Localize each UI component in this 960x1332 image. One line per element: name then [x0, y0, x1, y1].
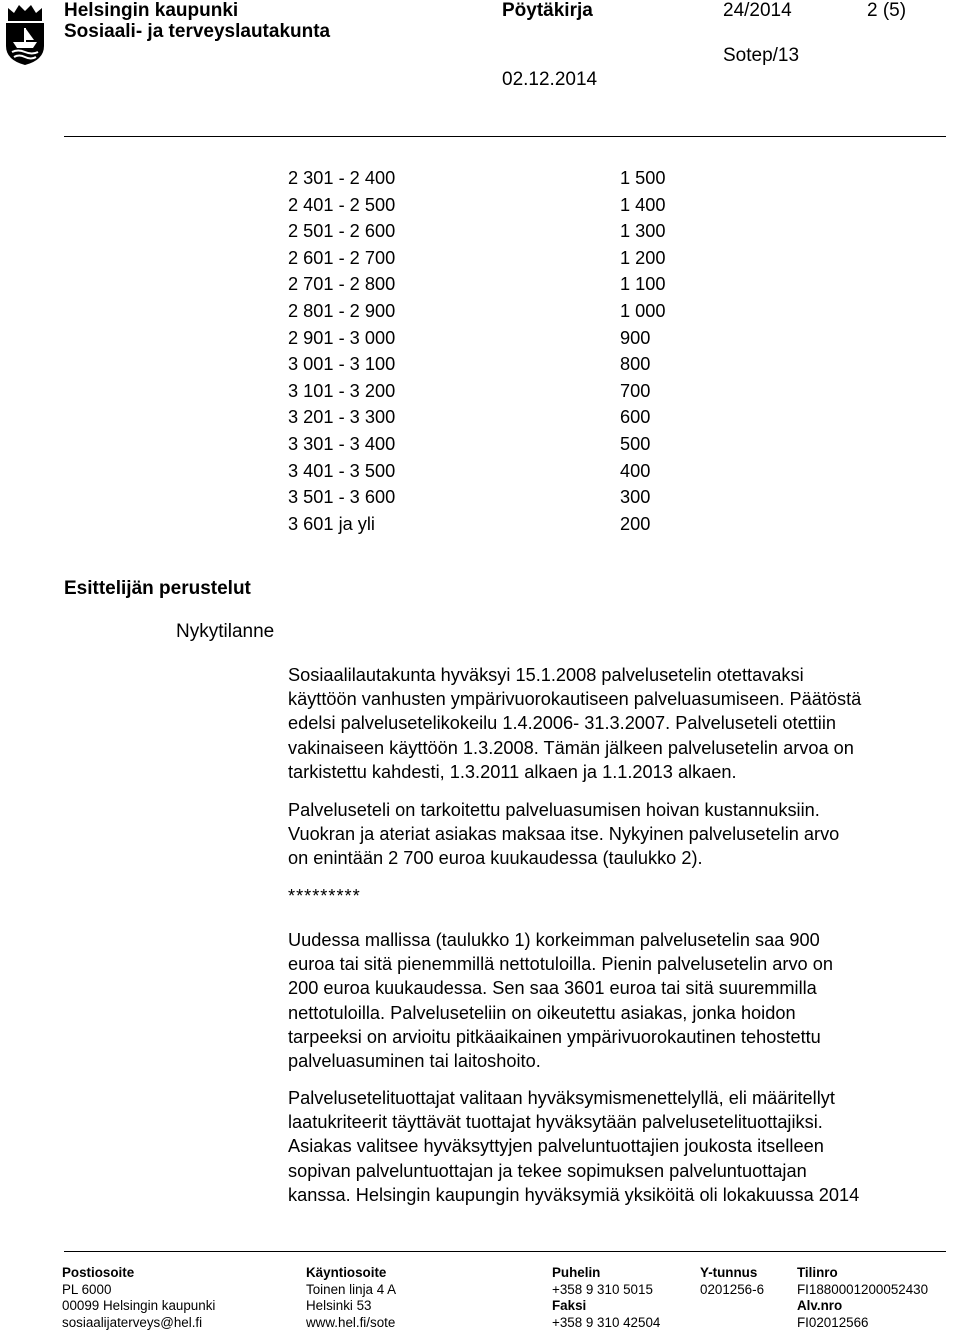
issue-number: 24/2014: [723, 0, 792, 21]
paragraph-current-state: [288, 663, 948, 784]
paragraph-voucher-purpose: [288, 798, 948, 871]
footer-label: Puhelin: [552, 1265, 601, 1280]
income-range: 2 801 - 2 900: [288, 301, 396, 321]
income-range: 2 401 - 2 500: [288, 194, 396, 215]
text-line: Sosiaalilautakunta hyväksyi 15.1.2008 palvelusetelin otettavaksi: [288, 665, 804, 685]
voucher-value: 600: [620, 407, 651, 428]
income-range: 2 901 - 3 000: [288, 327, 396, 348]
subheading: Nykytilanne: [176, 621, 275, 642]
text-line: kanssa. Helsingin kaupungin hyväksymiä yksiköitä oli lokakuussa 2014: [288, 1184, 860, 1205]
paragraph-providers: [288, 1086, 948, 1207]
footer-label: Käyntiosoite: [306, 1265, 387, 1280]
footer-value: FI02012566: [797, 1314, 869, 1330]
voucher-value: 700: [620, 380, 651, 401]
income-range: 2 501 - 2 600: [288, 221, 396, 242]
income-range: 3 401 - 3 500: [288, 460, 396, 481]
voucher-value: 500: [620, 434, 651, 454]
org-name: Helsingin kaupunki: [64, 0, 239, 21]
text-line: vakinaiseen käyttöön 1.3.2008. Tämän jälkeen palvelusetelin arvoa on: [288, 737, 854, 758]
footer-visit: [306, 1265, 396, 1331]
voucher-value: 1 100: [620, 274, 666, 295]
text-line: tarpeeksi on arvioitu pitkäaikainen ympärivuorokautinen tehostettu: [288, 1026, 821, 1047]
text-line: Palvelusetelituottajat valitaan hyväksymismenettelyllä, eli määritellyt: [288, 1088, 835, 1108]
voucher-value: 800: [620, 354, 651, 375]
footer-website[interactable]: www.hel.fi/sote: [306, 1314, 396, 1330]
text-line: palveluasuminen tai laitoshoito.: [288, 1051, 541, 1072]
income-range: 3 201 - 3 300: [288, 407, 396, 428]
footer-value: 0201256-6: [700, 1281, 765, 1297]
footer-postal: [62, 1265, 215, 1331]
footer-phone: [552, 1265, 660, 1331]
income-range: 3 301 - 3 400: [288, 434, 396, 454]
text-line: 200 euroa kuukaudessa. Sen saa 3601 euroa tai sitä suuremmilla: [288, 978, 817, 999]
income-range: 3 501 - 3 600: [288, 487, 396, 508]
footer-value: +358 9 310 5015: [552, 1281, 653, 1297]
footer-value: FI1880001200052430: [797, 1281, 929, 1297]
income-range: 3 001 - 3 100: [288, 354, 396, 375]
footer-value: PL 6000: [62, 1281, 112, 1297]
footer-value: Toinen linja 4 A: [306, 1281, 397, 1297]
footer-email[interactable]: sosiaalijaterveys@hel.fi: [62, 1314, 203, 1330]
footer-label: Y-tunnus: [700, 1265, 758, 1280]
document-type: Pöytäkirja: [502, 0, 593, 21]
income-range: 3 101 - 3 200: [288, 380, 396, 401]
income-range: 2 301 - 2 400: [288, 168, 396, 188]
voucher-value: 400: [620, 460, 651, 481]
text-line: Vuokran ja ateriat asiakas maksaa itse. Nykyinen palvelusetelin arvo: [288, 824, 840, 845]
text-line: laatukriteerit täyttävät tuottajat hyväksytään palvelusetelituottajiksi.: [288, 1112, 823, 1133]
text-line: Uudessa mallissa (taulukko 1) korkeimman palvelusetelin saa 900: [288, 930, 820, 950]
footer-rule: [64, 1251, 946, 1252]
paragraph-new-model: [288, 928, 948, 1073]
voucher-value: 300: [620, 487, 651, 508]
section-code: Sotep/13: [723, 45, 800, 66]
voucher-value: 900: [620, 327, 651, 348]
section-heading: Esittelijän perustelut: [64, 578, 251, 599]
voucher-value: 1 300: [620, 221, 666, 242]
footer-value: +358 9 310 42504: [552, 1314, 661, 1330]
text-line: euroa tai sitä pienemmillä nettotuloilla. Pienin palvelusetelin arvo on: [288, 954, 833, 975]
voucher-value: 1 200: [620, 247, 666, 268]
text-line: Asiakas valitsee hyväksyttyjen palveluntuottajien joukosta itselleen: [288, 1136, 824, 1157]
footer-business-id: [700, 1265, 764, 1298]
separator-stars: *********: [288, 886, 361, 906]
voucher-value: 200: [620, 513, 651, 534]
income-range: 3 601 ja yli: [288, 513, 375, 534]
text-line: Palveluseteli on tarkoitettu palveluasumisen hoivan kustannuksiin.: [288, 800, 820, 820]
meeting-date: 02.12.2014: [502, 69, 598, 90]
voucher-value: 1 000: [620, 301, 666, 321]
footer-label: Alv.nro: [797, 1298, 843, 1314]
text-line: käyttöön vanhusten ympärivuorokautiseen palveluasumiseen. Päätöstä: [288, 689, 862, 710]
helsinki-crest-logo: [2, 2, 48, 66]
voucher-value: 1 400: [620, 194, 666, 215]
text-line: nettotuloilla. Palveluseteliin on oikeutettu asiakas, jonka hoidon: [288, 1002, 796, 1023]
footer-label: Postiosoite: [62, 1265, 135, 1280]
income-range: 2 601 - 2 700: [288, 247, 396, 268]
footer-value: 00099 Helsingin kaupunki: [62, 1298, 216, 1314]
header-rule: [64, 136, 946, 137]
footer-label: Faksi: [552, 1298, 587, 1314]
income-range: 2 701 - 2 800: [288, 274, 396, 295]
footer-account: [797, 1265, 928, 1331]
footer-value: Helsinki 53: [306, 1298, 372, 1314]
text-line: sopivan palveluntuottajan ja tekee sopimuksen palveluntuottajan: [288, 1160, 807, 1181]
text-line: on enintään 2 700 euroa kuukaudessa (taulukko 2).: [288, 848, 703, 869]
page-number: 2 (5): [867, 0, 907, 21]
text-line: edelsi palvelusetelikokeilu 1.4.2006- 31.3.2007. Palveluseteli otettiin: [288, 713, 837, 734]
board-name: Sosiaali- ja terveyslautakunta: [64, 21, 331, 42]
text-line: tarkistettu kahdesti, 1.3.2011 alkaen ja 1.1.2013 alkaen.: [288, 761, 737, 782]
voucher-value: 1 500: [620, 168, 666, 188]
footer-label: Tilinro: [797, 1265, 838, 1280]
